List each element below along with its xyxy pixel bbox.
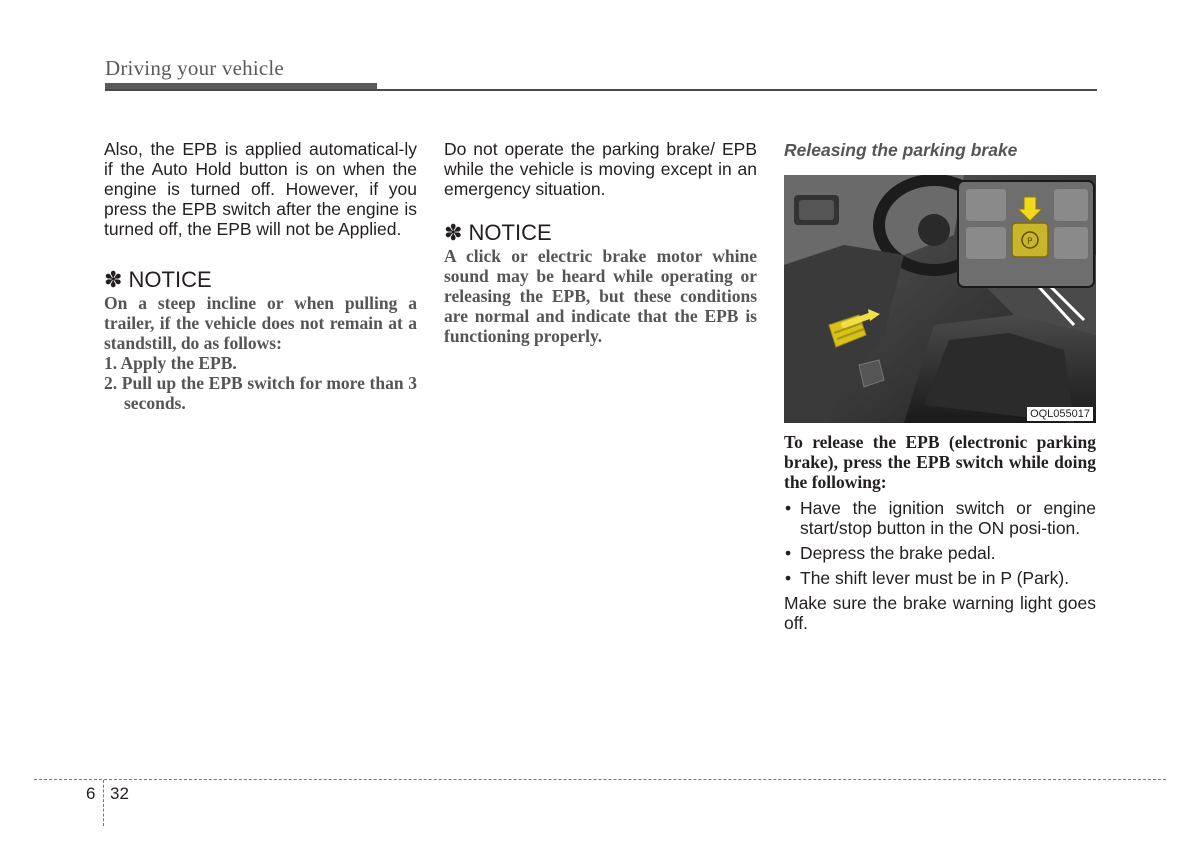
notice-text: On a steep incline or when pulling a trailer, if the vehicle does not remain at a standstill, do as follows: (104, 293, 417, 353)
chapter-number: 6 (86, 784, 96, 803)
epb-figure (784, 175, 1096, 423)
page-number: 32 (110, 784, 129, 803)
header-rule (105, 89, 1097, 91)
notice-text: A click or electric brake motor whine sound may be heard while operating or releasing the EPB, but these conditions are normal and indicate that the EPB is functioning properly. (444, 246, 757, 346)
closing-paragraph: Make sure the brake warning light goes off. (784, 593, 1096, 633)
paragraph-auto-hold: Also, the EPB is applied automatical-ly if the Auto Hold button is on when the engine is turned off. However, if you press the EPB switch after the engine is turned off, the EPB will not be Applied. (104, 139, 417, 239)
bullet-icon: • (785, 568, 792, 588)
figure-code: OQL055017 (1027, 407, 1093, 421)
notice-step: 1. Apply the EPB. (104, 353, 237, 373)
column-3 (784, 139, 1096, 633)
list-item: • The shift lever must be in P (Park). (785, 568, 1070, 588)
paragraph-do-not-operate: Do not operate the parking brake/ EPB while the vehicle is moving except in an emergency situation. (444, 139, 757, 199)
footer-rule (34, 779, 1166, 780)
notice-step: 2. Pull up the EPB switch for more than 3 seconds. (104, 373, 417, 413)
column-1 (104, 139, 417, 413)
svg-text:P: P (1027, 237, 1033, 247)
notice-steps (104, 353, 417, 413)
release-conditions (784, 498, 1096, 588)
notice-title: ✽ NOTICE (104, 267, 212, 292)
list-item: • Have the ignition switch or engine start/stop button in the ON posi-tion. (785, 498, 1096, 538)
car-interior-illustration (784, 175, 1096, 423)
notice-title: ✽ NOTICE (444, 220, 552, 245)
column-2 (444, 139, 757, 346)
bullet-icon: • (785, 543, 792, 563)
footer-divider (103, 780, 104, 826)
release-intro: To release the EPB (electronic parking brake), press the EPB switch while doing the following: (784, 432, 1096, 492)
section-title: Driving your vehicle (105, 56, 284, 80)
bullet-icon: • (785, 498, 792, 518)
releasing-heading: Releasing the parking brake (784, 140, 1018, 160)
list-item: • Depress the brake pedal. (785, 543, 996, 563)
